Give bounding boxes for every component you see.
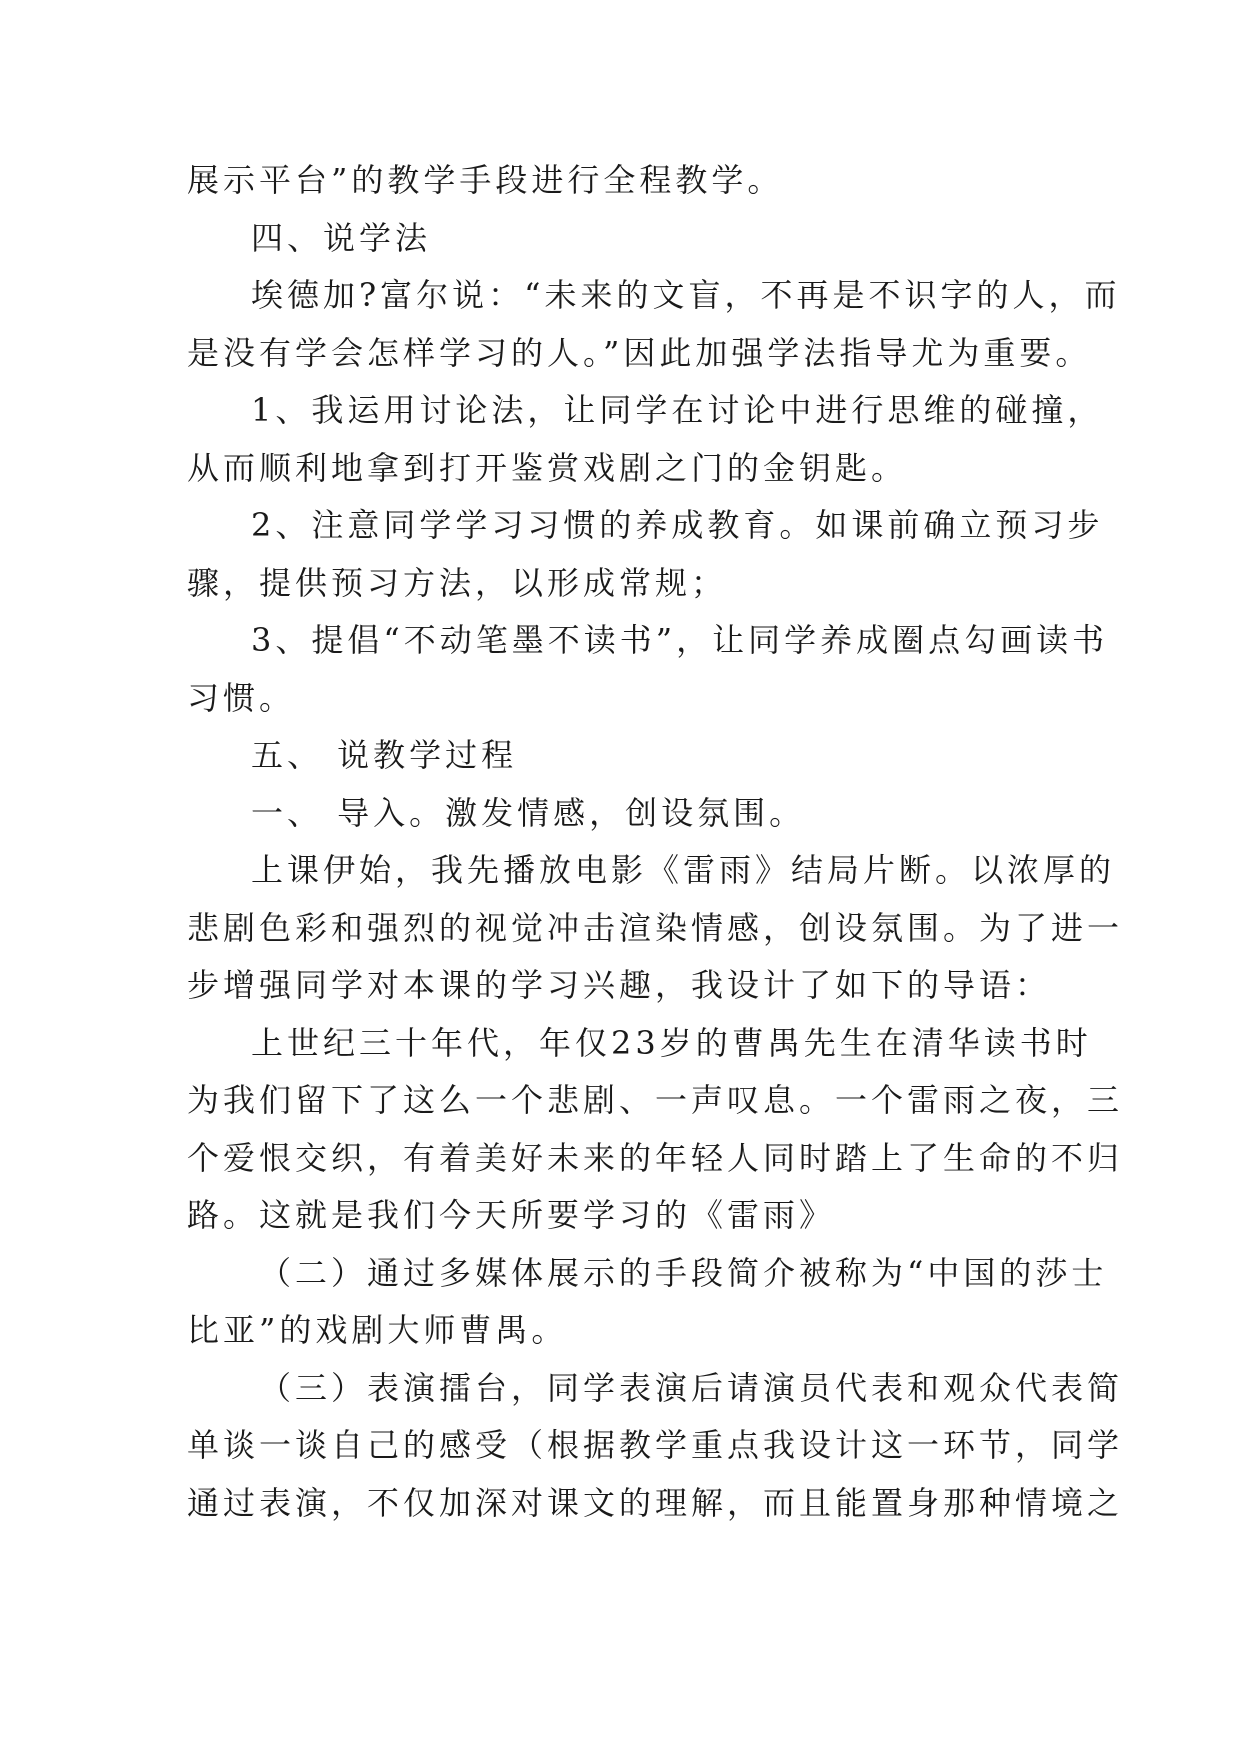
section-heading: 五、 说教学过程 xyxy=(251,736,518,774)
text-line: 骤，提供预习方法，以形成常规； xyxy=(187,563,728,602)
text-line: （二）通过多媒体展示的手段简介被称为“中国的莎士 xyxy=(259,1253,1108,1292)
text-line: 1、我运用讨论法，让同学在讨论中进行思维的碰撞， xyxy=(251,391,1104,429)
text-line: （三）表演擂台，同学表演后请演员代表和观众代表简 xyxy=(259,1368,1124,1407)
text-line: 2、注意同学学习习惯的养成教育。如课前确立预习步 xyxy=(251,506,1104,544)
text-line: 习惯。 xyxy=(187,678,296,717)
text-line: 是没有学会怎样学习的人。”因此加强学法指导尤为重要。 xyxy=(187,333,1092,372)
text-line: 上世纪三十年代，年仅23岁的曹禺先生在清华读书时 xyxy=(251,1023,1092,1062)
text-line: 单谈一谈自己的感受（根据教学重点我设计这一环节，同学 xyxy=(187,1426,1124,1464)
section-heading: 四、说学法 xyxy=(251,218,432,257)
text-line: 路。这就是我们今天所要学习的《雷雨》 xyxy=(187,1196,836,1234)
text-line: 3、提倡“不动笔墨不读书”，让同学养成圈点勾画读书 xyxy=(251,621,1109,659)
subsection-heading: 一、 导入。激发情感，创设氛围。 xyxy=(251,793,806,832)
text-line: 悲剧色彩和强烈的视觉冲击渲染情感，创设氛围。为了进一 xyxy=(187,908,1124,947)
text-line: 个爱恨交织，有着美好未来的年轻人同时踏上了生命的不归 xyxy=(187,1138,1124,1177)
text-line: 上课伊始，我先播放电影《雷雨》结局片断。以浓厚的 xyxy=(251,851,1116,889)
text-line: 比亚”的戏剧大师曹禺。 xyxy=(187,1311,568,1349)
body-text xyxy=(187,152,1124,1532)
text-line: 步增强同学对本课的学习兴趣，我设计了如下的导语： xyxy=(187,966,1052,1004)
text-line: 通过表演，不仅加深对课文的理解，而且能置身那种情境之 xyxy=(187,1483,1124,1522)
text-line: 展示平台”的教学手段进行全程教学。 xyxy=(187,161,784,199)
text-line: 从而顺利地拿到打开鉴赏戏剧之门的金钥匙。 xyxy=(187,448,908,487)
text-line: 为我们留下了这么一个悲剧、一声叹息。一个雷雨之夜，三 xyxy=(187,1081,1124,1119)
text-line: 埃德加?富尔说：“未来的文盲，不再是不识字的人，而 xyxy=(251,276,1121,314)
